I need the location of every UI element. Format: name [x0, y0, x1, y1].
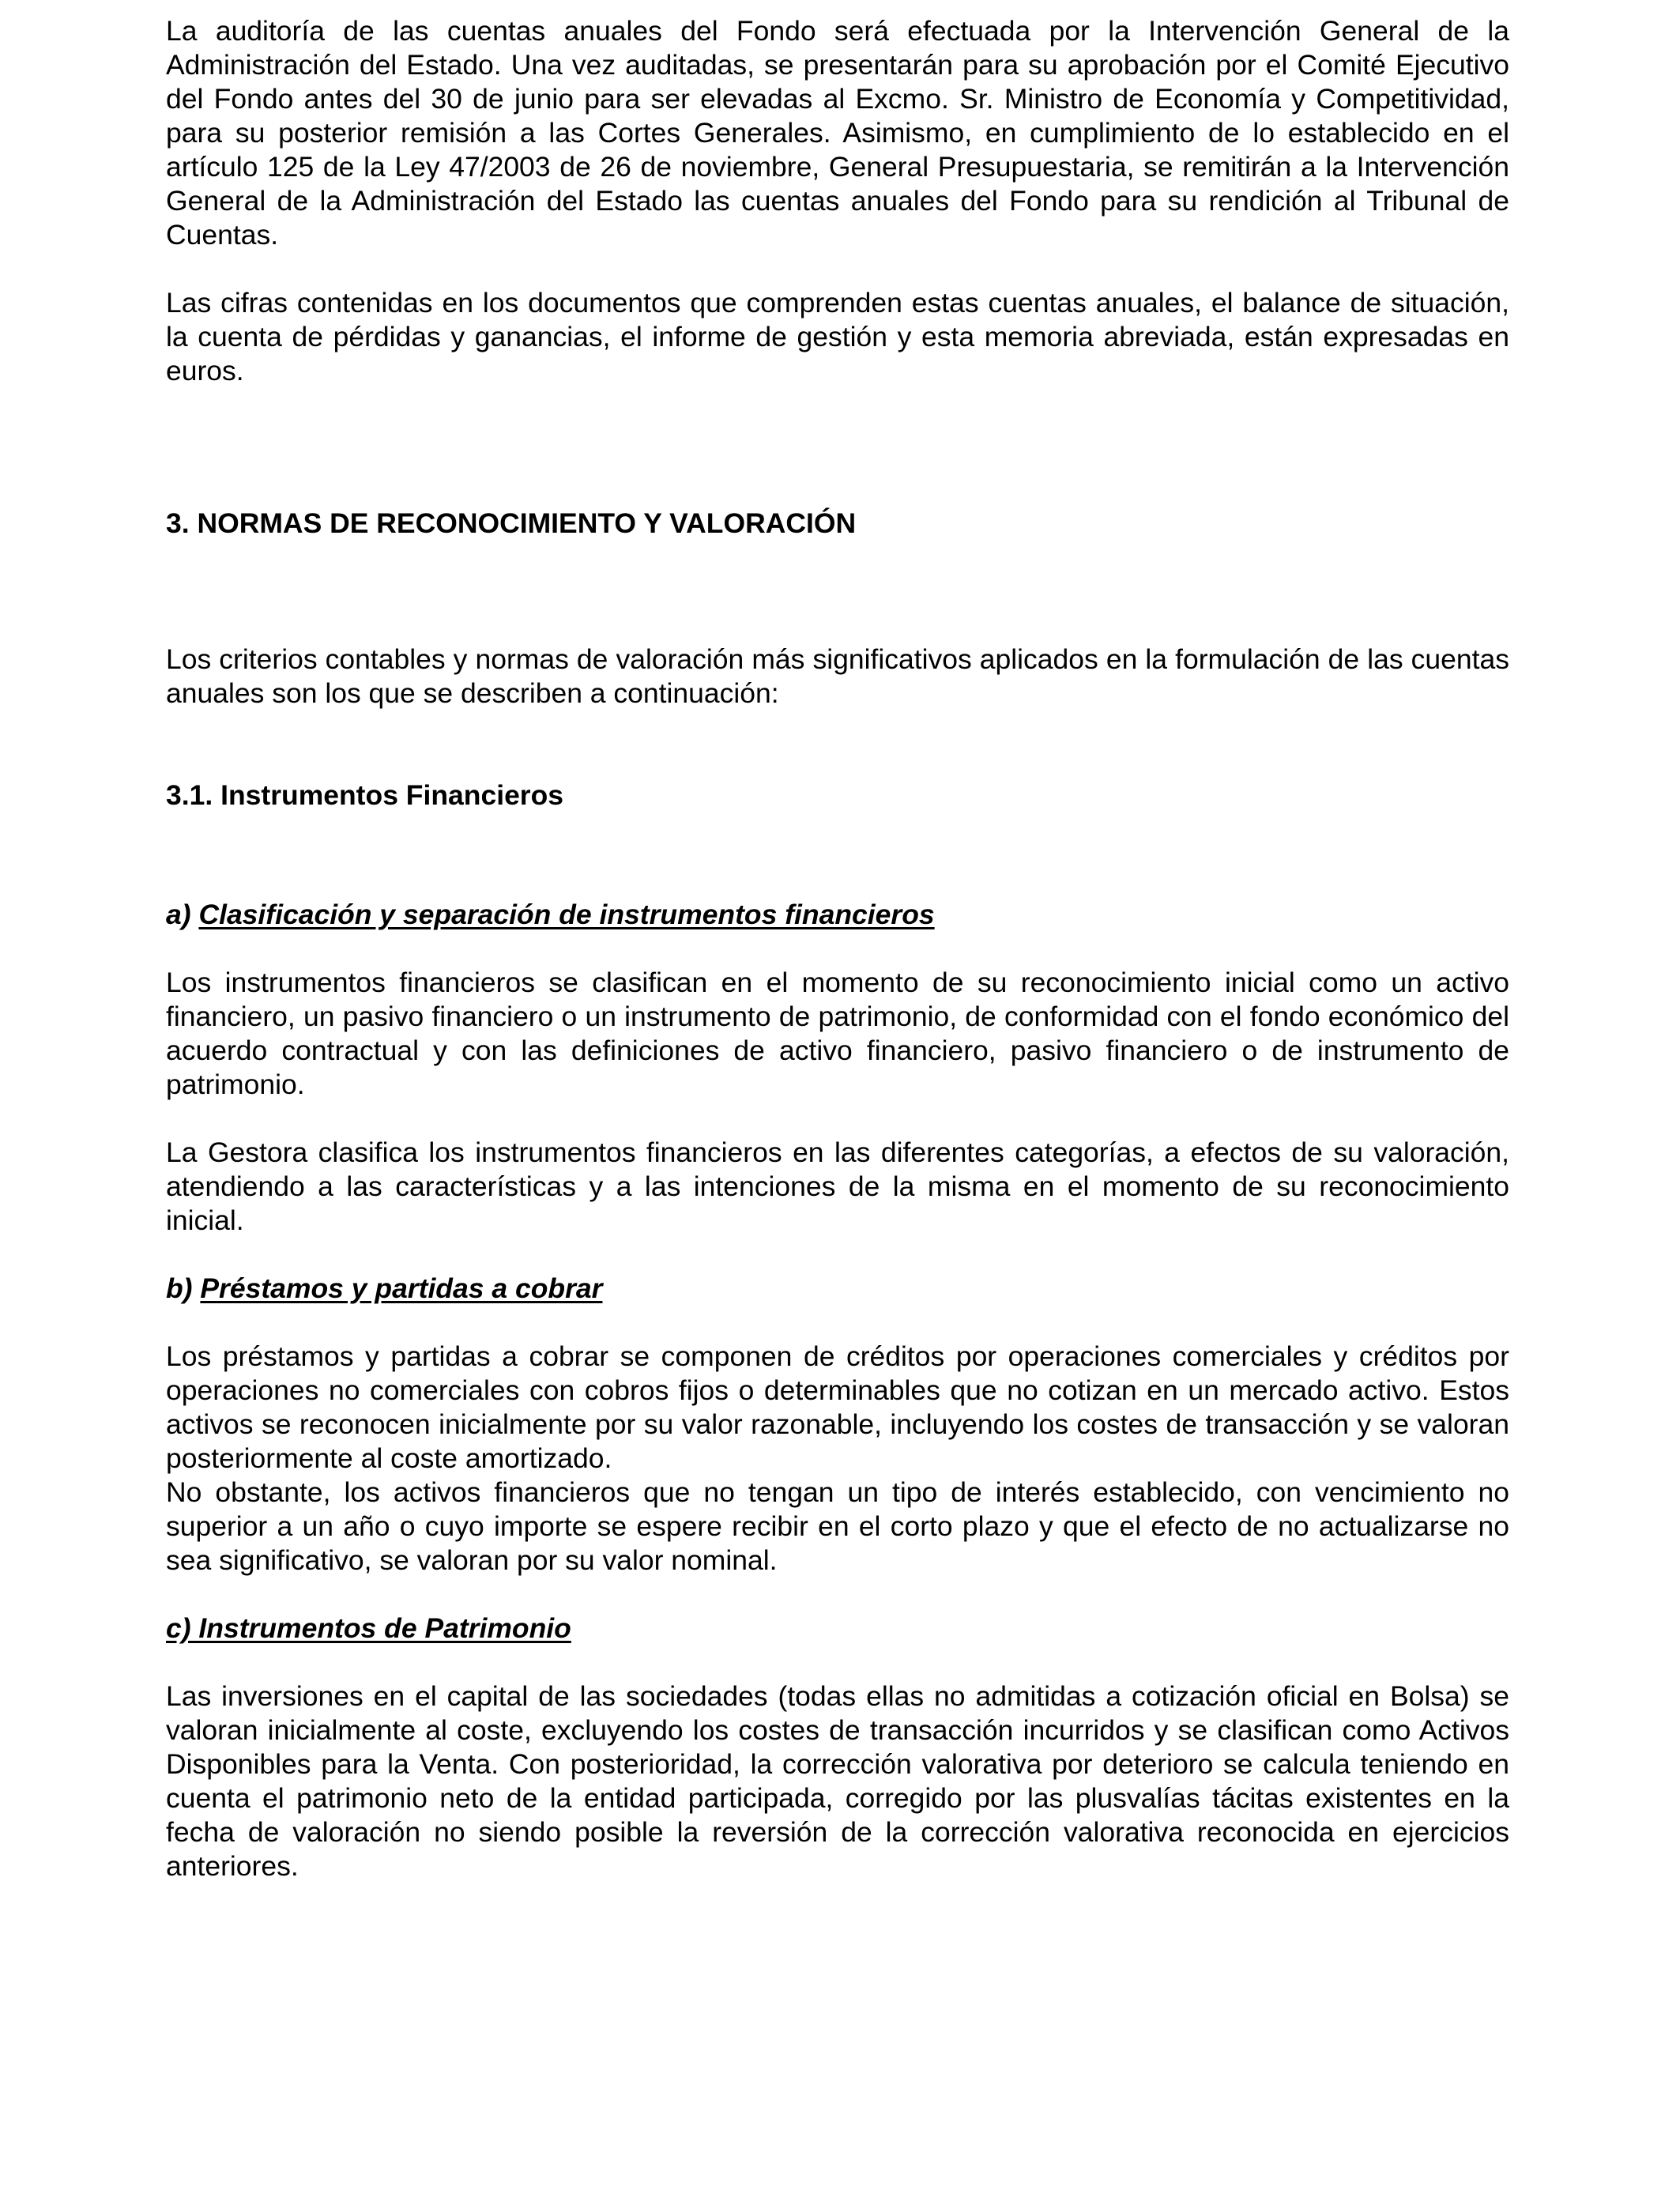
- paragraph-loans: Los préstamos y partidas a cobrar se componen de créditos por operaciones comerciales y créditos por operaciones no comerciales con cobros fijos o determinables que no cotizan en un mercado activo. Estos activos se reconocen inicialmente por su valor razonable, incluyendo los costes de transacción y se valoran posteriormente al coste amortizado.: [166, 1340, 1509, 1474]
- subheading-b-prefix: b): [166, 1272, 201, 1304]
- paragraph-equity: Las inversiones en el capital de las sociedades (todas ellas no admitidas a cotización oficial en Bolsa) se valoran inicialmente al coste, excluyendo los costes de transacción incurridos y se clasifican como Activos Disponibles para la Venta. Con posterioridad, la corrección valorativa por deterioro se calcula teniendo en cuenta el patrimonio neto de la entidad participada, corregido por las plusvalías tácitas existentes en la fecha de valoración no siendo posible la reversión de la corrección valorativa reconocida en ejercicios anteriores.: [166, 1680, 1509, 1882]
- subheading-b: [166, 1272, 1509, 1306]
- paragraph-gestora: La Gestora clasifica los instrumentos financieros en las diferentes categorías, a efectos de su valoración, atendiendo a las características y a las intenciones de la misma en el momento de su reconocimiento inicial.: [166, 1137, 1509, 1236]
- paragraph-nominal-value: No obstante, los activos financieros que no tengan un tipo de interés establecido, con vencimiento no superior a un año o cuyo importe se espere recibir en el corto plazo y que el efecto de no actualizarse no sea significativo, se valoran por su valor nominal.: [166, 1476, 1509, 1576]
- section-heading-3-1: 3.1. Instrumentos Financieros: [166, 779, 564, 811]
- document-page: [166, 14, 1509, 1883]
- subheading-a-title: Clasificación y separación de instrumentos financieros: [198, 899, 935, 930]
- subheading-a-prefix: a): [166, 899, 199, 930]
- subheading-c-title: c) Instrumentos de Patrimonio: [166, 1612, 571, 1644]
- subheading-b-title: Préstamos y partidas a cobrar: [200, 1272, 603, 1304]
- paragraph-figures: Las cifras contenidas en los documentos que comprenden estas cuentas anuales, el balance de situación, la cuenta de pérdidas y ganancias, el informe de gestión y esta memoria abreviada, están expresadas en euros.: [166, 287, 1509, 386]
- section-heading-3: 3. NORMAS DE RECONOCIMIENTO Y VALORACIÓN: [166, 507, 857, 539]
- subheading-a: [166, 898, 1509, 932]
- paragraph-criteria: Los criterios contables y normas de valoración más significativos aplicados en la formulación de las cuentas anuales son los que se describen a continuación:: [166, 643, 1509, 709]
- paragraph-classification: Los instrumentos financieros se clasifican en el momento de su reconocimiento inicial como un activo financiero, un pasivo financiero o un instrumento de patrimonio, de conformidad con el fondo económico del acuerdo contractual y con las definiciones de activo financiero, pasivo financiero o de instrumento de patrimonio.: [166, 967, 1509, 1100]
- paragraph-audit: La auditoría de las cuentas anuales del Fondo será efectuada por la Intervención General de la Administración del Estado. Una vez auditadas, se presentarán para su aprobación por el Comité Ejecutivo del Fondo antes del 30 de junio para ser elevadas al Excmo. Sr. Ministro de Economía y Competitividad, para su posterior remisión a las Cortes Generales. Asimismo, en cumplimiento de lo establecido en el artículo 125 de la Ley 47/2003 de 26 de noviembre, General Presupuestaria, se remitirán a la Intervención General de la Administración del Estado las cuentas anuales del Fondo para su rendición al Tribunal de Cuentas.: [166, 15, 1509, 251]
- subheading-c: [166, 1612, 1509, 1646]
